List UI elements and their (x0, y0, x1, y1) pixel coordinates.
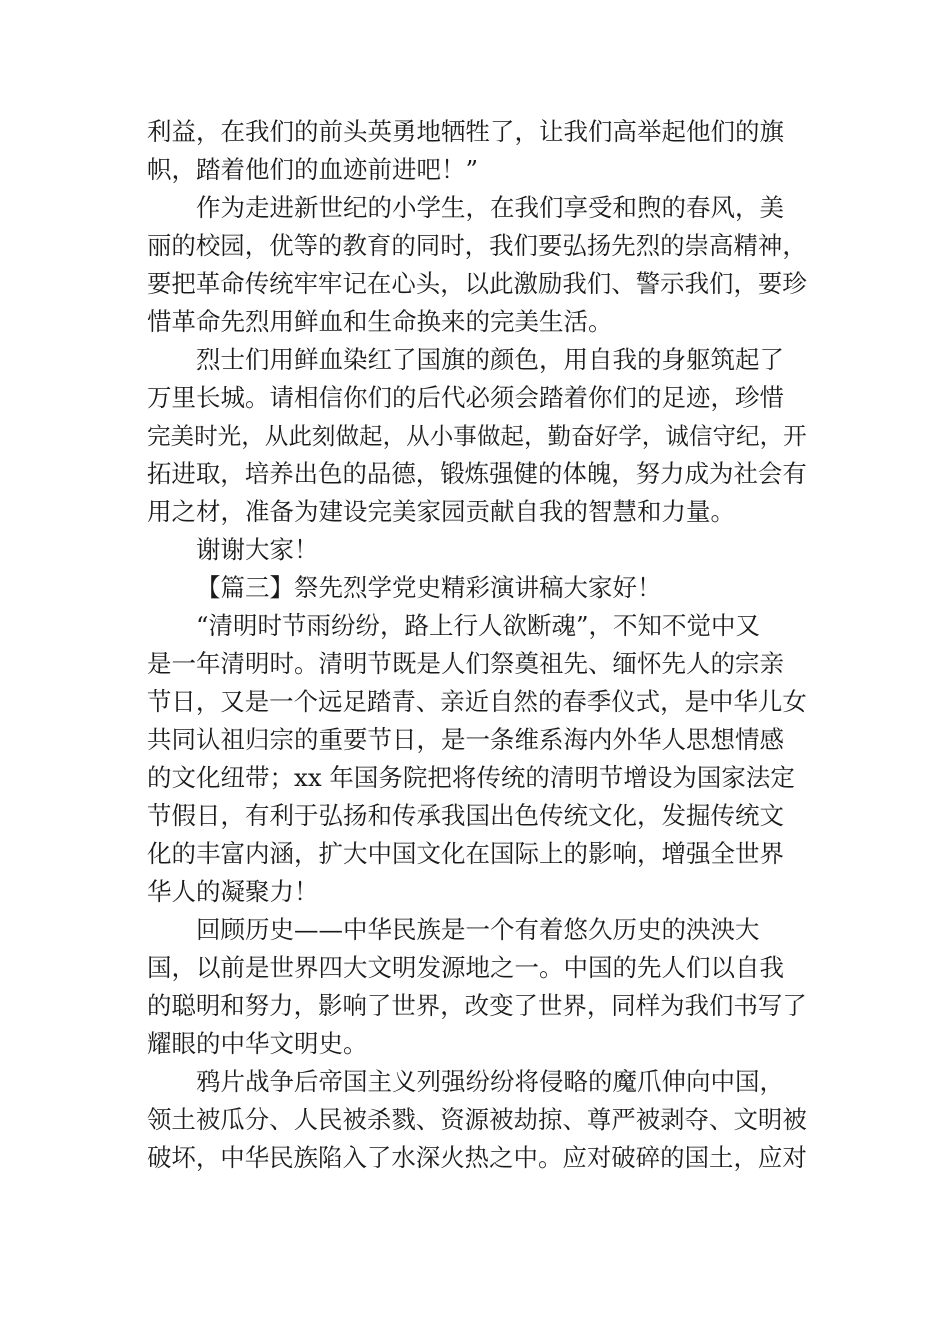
text-line: 拓进取，培养出色的品德，锻炼强健的体魄，努力成为社会有 (147, 459, 807, 488)
document-body (147, 113, 807, 1177)
text-line: 化的丰富内涵，扩大中国文化在国际上的影响，增强全世界 (147, 839, 784, 868)
text-line: 万里长城。请相信你们的后代必须会踏着你们的足迹，珍惜 (147, 383, 784, 412)
text-line: 谢谢大家！ (196, 535, 319, 564)
text-line: 节日，又是一个远足踏青、亲近自然的春季仪式，是中华儿女 (147, 687, 807, 716)
text-line: 共同认祖归宗的重要节日，是一条维系海内外华人思想情感 (147, 725, 784, 754)
text-line: 作为走进新世纪的小学生，在我们享受和煦的春风，美 (196, 193, 784, 222)
text-line: 帜，踏着他们的血迹前进吧！” (147, 155, 479, 184)
text-line: 耀眼的中华文明史。 (147, 1029, 368, 1058)
text-line: 用之材，准备为建设完美家园贡献自我的智慧和力量。 (147, 497, 735, 526)
text-line: 完美时光，从此刻做起，从小事做起，勤奋好学，诚信守纪，开 (147, 422, 807, 450)
text-line: 领土被瓜分、人民被杀戮、资源被劫掠、尊严被剥夺、文明被 (147, 1105, 807, 1134)
text-line: 回顾历史——中华民族是一个有着悠久历史的泱泱大 (196, 915, 760, 944)
text-line: “清明时节雨纷纷，路上行人欲断魂”，不知不觉中又 (196, 611, 761, 640)
text-line: 【篇三】祭先烈学党史精彩演讲稿大家好！ (196, 573, 662, 602)
text-line: 华人的凝聚力！ (147, 877, 319, 906)
text-line: 利益，在我们的前头英勇地牺牲了，让我们高举起他们的旗 (147, 117, 784, 146)
text-line: 要把革命传统牢牢记在心头，以此激励我们、警示我们，要珍 (147, 269, 807, 298)
text-line: 破坏，中华民族陷入了水深火热之中。应对破碎的国土，应对 (147, 1143, 807, 1172)
text-line: 是一年清明时。清明节既是人们祭奠祖先、缅怀先人的宗亲 (147, 649, 784, 678)
text-line: 惜革命先烈用鲜血和生命换来的完美生活。 (147, 307, 613, 336)
text-line: 国，以前是世界四大文明发源地之一。中国的先人们以自我 (147, 953, 784, 982)
text-line: 节假日，有利于弘扬和传承我国出色传统文化，发掘传统文 (147, 801, 784, 830)
text-line: 丽的校园，优等的教育的同时，我们要弘扬先烈的崇高精神， (147, 231, 807, 260)
text-line: 鸦片战争后帝国主义列强纷纷将侵略的魔爪伸向中国， (196, 1067, 784, 1096)
text-line: 烈士们用鲜血染红了国旗的颜色，用自我的身躯筑起了 (196, 345, 784, 374)
text-line: 的聪明和努力，影响了世界，改变了世界，同样为我们书写了 (147, 991, 807, 1020)
text-line: 的文化纽带；xx 年国务院把将传统的清明节增设为国家法定 (147, 763, 795, 792)
